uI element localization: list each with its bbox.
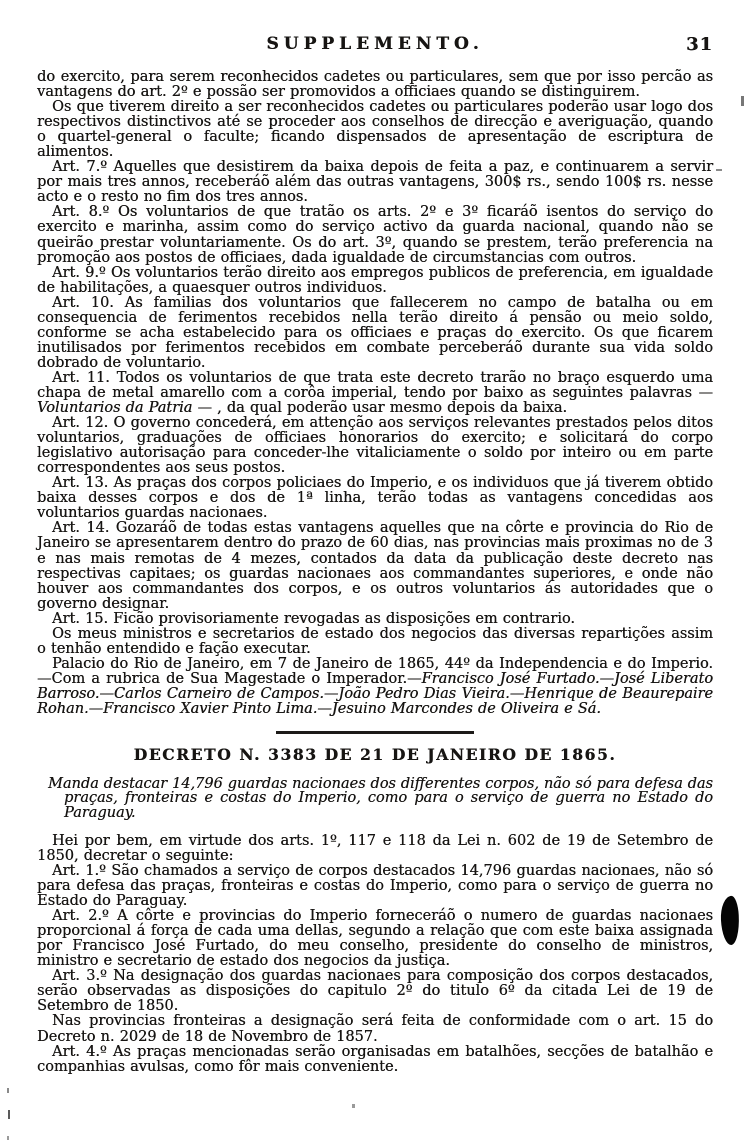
signature-names: Francisco José Furtado.—José Liberato Barroso.—Carlos Carneiro de Campos.—João Pedro Dias Vieira.—Henrique de Beaurepaire Rohan.—Francisco Xavier Pinto Lima.—Jesuino Marcondes de Oliveira e Sá. bbox=[37, 670, 714, 717]
ink-blot-artifact bbox=[720, 896, 741, 946]
paragraph-art-12: Art. 12. O governo concederá, em attenção aos serviços relevantes prestados pelos ditos voluntarios, graduações de officiaes honorarios do exercito; e solicitará do corpo legislativo autorisação para conceder-lhe vitaliciamente o soldo por inteiro ou em parte correspondentes aos seus postos. bbox=[37, 415, 713, 477]
paragraph-art-10: Art. 10. As familias dos voluntarios que fallecerem no campo de batalha ou em consequencia de ferimentos recebidos nella terão direito á pensão ou meio soldo, conforme se acha estabelecido para os officiaes e praças do exercito. Os que ficarem inutilisados por ferimentos recebidos em combate perceberáõ durante sua vida soldo dobrado de voluntario. bbox=[37, 294, 713, 371]
paragraph-signatures bbox=[37, 657, 713, 717]
scan-artifact bbox=[716, 169, 722, 171]
paragraph-art-8: Art. 8.º Os voluntarios de que tratão os arts. 2º e 3º ficaráõ isentos do serviço do exercito e marinha, assim como do serviço activo da guarda nacional, quando não se queirão prestar voluntariamente. Os do art. 3º, quando se prestem, terão preferencia na promoção aos postos de officiaes, dada igualdade de circumstancias com outros. bbox=[37, 204, 713, 266]
art-11-text-after: — , da qual poderão usar mesmo depois da baixa. bbox=[192, 400, 568, 417]
paragraph-art-7: Art. 7.º Aquelles que desistirem da baixa depois de feita a paz, e continuarem a servir por mais tres annos, receberáõ além das outras vantagens, 300$ rs., sendo 100$ rs. nesse acto e o resto no fim dos tres annos. bbox=[37, 159, 713, 206]
section-divider bbox=[276, 731, 474, 734]
paragraph-frontier-provinces: Nas provincias fronteiras a designação será feita de conformidade com o art. 15 do Decreto n. 2029 de 18 de Novembro de 1857. bbox=[37, 1013, 713, 1045]
paragraph-art-13: Art. 13. As praças dos corpos policiaes do Imperio, e os individuos que já tiverem obtido baixa desses corpos e dos de 1ª linha, terão todas as vantagens concedidas aos voluntarios guardas nacionaes. bbox=[37, 475, 713, 522]
paragraph-d2-art-1: Art. 1.º São chamados a serviço de corpos destacados 14,796 guardas nacionaes, não só para defesa das praças, fronteiras e costas do Imperio, como para o serviço de guerra no Estado do Paraguay. bbox=[37, 863, 713, 910]
page-number: 31 bbox=[685, 34, 713, 55]
masthead bbox=[37, 34, 713, 70]
scan-artifact bbox=[741, 96, 744, 106]
signature-intro: Palacio do Rio de Janeiro, em 7 de Janeiro de 1865, 44º da Independencia e do Imperio.—Com a rubrica de Sua Magestade o Imperador.— bbox=[37, 655, 713, 687]
scan-artifact bbox=[352, 1104, 355, 1108]
paragraph-art-9: Art. 9.º Os voluntarios terão direito aos empregos publicos de preferencia, em igualdade de habilitações, a quaesquer outros individuos. bbox=[37, 264, 713, 296]
paragraph-art-14: Art. 14. Gozaráõ de todas estas vantagens aquelles que na côrte e provincia do Rio de Janeiro se apresentarem dentro do prazo de 60 dias, nas provincias mais proximas no de 3 e nas mais remotas de 4 mezes, contados da data da publicação deste decreto nas respectivas capitaes; os guardas nacionaes aos commandantes superiores, e onde não houver aos commandantes dos corpos, e os outros voluntarios ás autoridades que o governo designar. bbox=[37, 520, 713, 612]
art-11-text-before: Art. 11. Todos os voluntarios de que trata este decreto trarão no braço esquerdo uma chapa de metal amarello com a corôa imperial, tendo por baixo as seguintes palavras — bbox=[37, 369, 713, 401]
scan-artifact bbox=[8, 1110, 10, 1119]
paragraph-d2-art-3: Art. 3.º Na designação dos guardas nacionaes para composição dos corpos destacados, serão observadas as disposições do capitulo 2º do titulo 6º da citada Lei de 19 de Setembro de 1850. bbox=[37, 968, 713, 1015]
paragraph-art-11 bbox=[37, 371, 713, 416]
decree-3371-continuation bbox=[37, 70, 713, 717]
scan-artifact bbox=[7, 1136, 9, 1140]
decree-3383-summary: Manda destacar 14,796 guardas nacionaes dos differentes corpos, não só para defesa das praças, fronteiras e costas do Imperio, como para o serviço de guerra no Estado do Paraguay. bbox=[48, 775, 713, 822]
paragraph-d2-art-2: Art. 2.º A côrte e provincias do Imperio forneceráõ o numero de guardas nacionaes proporcional á força de cada uma dellas, segundo a relação que com este baixa assignada por Francisco José Furtado, do meu conselho, presidente do conselho de ministros, ministro e secretario de estado dos negocios da justiça. bbox=[37, 908, 713, 970]
paragraph-art-15: Art. 15. Ficão provisoriamente revogadas as disposições em contrario. bbox=[52, 610, 575, 627]
page-title: SUPPLEMENTO. bbox=[266, 34, 484, 54]
paragraph-execution-clause: Os meus ministros e secretarios de estado dos negocios das diversas repartições assim o tenhão entendido e fação executar. bbox=[37, 625, 713, 657]
paragraph-enacting-formula: Hei por bem, em virtude dos arts. 1º, 117 e 118 da Lei n. 602 de 19 de Setembro de 1850, decretar o seguinte: bbox=[37, 832, 713, 864]
document-page bbox=[37, 34, 713, 1075]
decree-3383-heading: DECRETO N. 3383 DE 21 DE JANEIRO DE 1865. bbox=[133, 744, 617, 764]
paragraph-cadets: Os que tiverem direito a ser reconhecidos cadetes ou particulares poderão usar logo dos respectivos distinctivos até se proceder aos conselhos de direcção e averiguação, quando o quartel-general o faculte; ficando dispensados de apresentação de escriptura de alimentos. bbox=[37, 99, 713, 161]
paragraph-d2-art-4: Art. 4.º As praças mencionadas serão organisadas em batalhões, secções de batalhão e companhias avulsas, como fôr mais conveniente. bbox=[37, 1043, 713, 1075]
decree-3383-body bbox=[37, 834, 713, 1075]
art-11-motto: Voluntarios da Patria bbox=[37, 400, 193, 417]
scan-artifact bbox=[7, 1088, 9, 1093]
paragraph-continuation: do exercito, para serem reconhecidos cadetes ou particulares, sem que por isso percão as vantagens do art. 2º e possão ser promovidos a officiaes quando se distinguirem. bbox=[37, 69, 713, 101]
